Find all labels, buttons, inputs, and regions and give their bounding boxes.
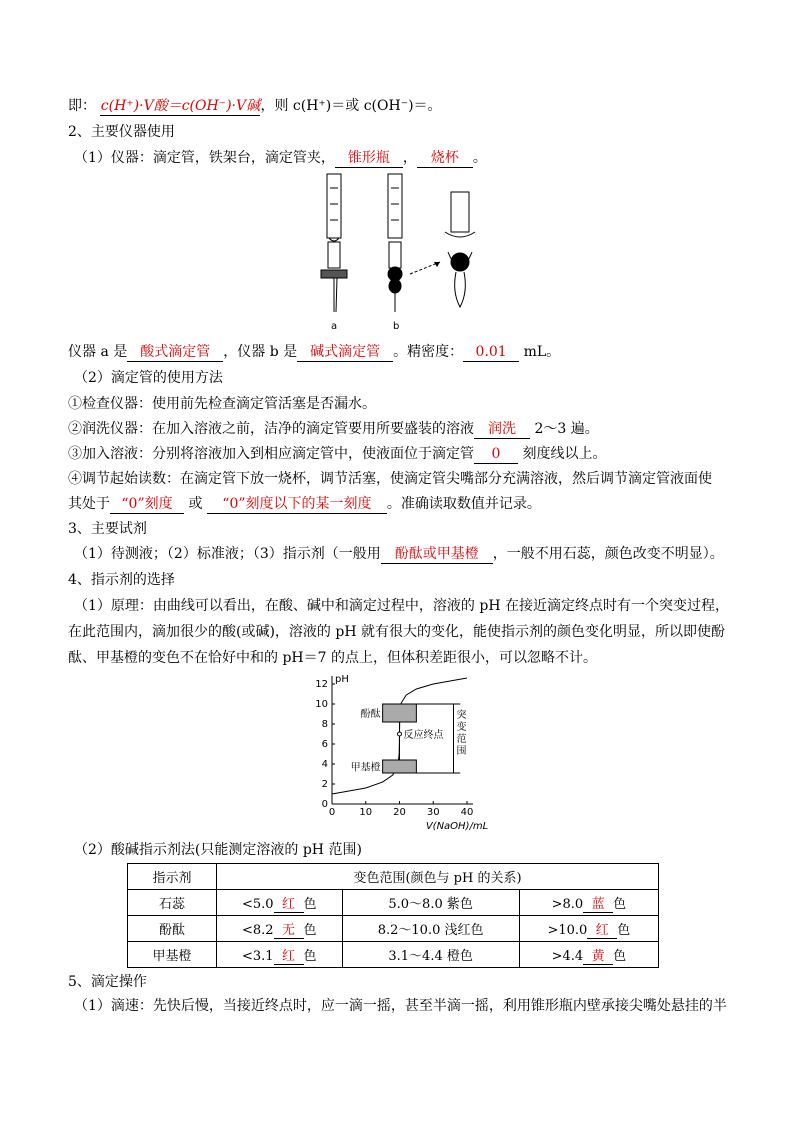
table-header-indicator: 指示剂 — [128, 864, 217, 890]
row-name: 酚酞 — [128, 916, 217, 942]
table-header-range: 变色范围(颜色与 pH 的关系) — [217, 864, 659, 890]
step-1: ①检查仪器：使用前先检查滴定管活塞是否漏水。 — [68, 396, 376, 412]
step-4-line-1: ④调节起始读数：在滴定管下放一烧杯，调节活塞，使滴定管尖嘴部分充满溶液，然后调节滴定管液面使 — [68, 471, 712, 487]
table-row: 甲基橙 <3.1 红 色 3.1～4.4 橙色 >4.4 黄 色 — [128, 942, 659, 968]
section-5-heading: 5、滴定操作 — [68, 974, 147, 990]
row-name: 甲基橙 — [128, 942, 217, 968]
formula-suffix: ，则 c(H⁺)＝或 c(OH⁻)＝。 — [260, 98, 442, 114]
usage-heading: （2）滴定管的使用方法 — [74, 370, 223, 386]
jump-range-label-char: 围 — [456, 746, 467, 757]
blank-acid-burette: 酸式滴定管 — [127, 344, 223, 362]
row-mid: 8.2～10.0 浅红色 — [342, 916, 519, 942]
x-tick-label: 40 — [460, 807, 474, 818]
x-tick-label: 30 — [426, 807, 440, 818]
formula-line — [68, 96, 442, 116]
burette-figure — [310, 172, 490, 332]
step-3: ③加入溶液：分别将溶液加入到相应滴定管中，使液面位于滴定管 0 刻度线以上。 — [68, 446, 607, 462]
row-mid: 3.1～4.4 橙色 — [342, 942, 519, 968]
row-mid: 5.0～8.0 紫色 — [342, 890, 519, 916]
blank-indicators: 酚酞或甲基橙 — [381, 546, 493, 564]
blank-below-zero: “0”刻度以下的某一刻度 — [207, 496, 387, 514]
row-name: 石蕊 — [128, 890, 217, 916]
table-title: （2）酸碱指示剂法(只能测定溶液的 pH 范围) — [74, 842, 362, 858]
y-tick-label: 8 — [321, 719, 328, 730]
y-tick-label: 0 — [321, 799, 328, 810]
x-tick-label: 10 — [359, 807, 373, 818]
cell-blank: 红 — [274, 945, 304, 965]
titration-speed-line: （1）滴速：先快后慢，当接近终点时，应一滴一摇，甚至半滴一摇，利用锥形瓶内壁承接尖嘴处悬挂的半 — [74, 998, 727, 1014]
blank-base-burette: 碱式滴定管 — [297, 344, 393, 362]
blank-beaker: 烧杯 — [417, 150, 473, 168]
band-label: 酚酞 — [360, 709, 381, 720]
principle-line-2: 在此范围内，滴加很少的酸(或碱)，溶液的 pH 就有很大的变化，能使指示剂的颜色变化明显，所以即使酚 — [68, 624, 725, 640]
section-4-heading: 4、指示剂的选择 — [68, 572, 175, 588]
burette-types-line: 仪器 a 是 酸式滴定管 ，仪器 b 是 碱式滴定管 。精密度： 0.01 mL。 — [68, 344, 561, 360]
figure-label-b: b — [393, 321, 400, 332]
figure-label-a: a — [331, 321, 338, 332]
x-tick-label: 20 — [393, 807, 406, 818]
y-tick-label: 12 — [315, 679, 328, 690]
formula-prefix: 即： — [68, 98, 96, 114]
principle-line-3: 酞、甲基橙的变色不在恰好中和的 pH＝7 的点上，但体积差距很小，可以忽略不计。 — [68, 650, 597, 666]
cell-blank: 黄 — [583, 945, 613, 965]
section-3-heading: 3、主要试剂 — [68, 521, 147, 537]
cell-blank: 红 — [587, 919, 617, 939]
blank-conical-flask: 锥形瓶 — [335, 150, 403, 168]
step-4-line-2: 其处于 “0”刻度 或 “0”刻度以下的某一刻度 。准确读取数值并记录。 — [68, 496, 541, 512]
y-tick-label: 2 — [321, 779, 328, 790]
y-tick-label: 6 — [321, 739, 328, 750]
equivalence-label: 反应终点 — [403, 730, 444, 741]
y-axis-label: pH — [335, 674, 349, 685]
base-burette — [388, 174, 402, 312]
table-row: 酚酞 <8.2 无 色 8.2～10.0 浅红色 >10.0 红 色 — [128, 916, 659, 942]
titration-curve-chart — [310, 672, 500, 832]
principle-line-1: （1）原理：由曲线可以看出，在酸、碱中和滴定过程中，溶液的 pH 在接近滴定终点时有一个突变过程， — [74, 598, 729, 614]
band-label: 甲基橙 — [350, 762, 381, 774]
cell-blank: 红 — [274, 893, 304, 913]
instrument-line: （1）仪器：滴定管，铁架台，滴定管夹， 锥形瓶 ， 烧杯 。 — [74, 150, 487, 166]
jump-range-label-char: 变 — [456, 722, 467, 733]
jump-range-label-char: 突 — [456, 710, 467, 721]
section-2-heading: 2、主要仪器使用 — [68, 124, 175, 140]
cell-blank: 蓝 — [583, 893, 613, 913]
blank-precision: 0.01 — [463, 344, 519, 362]
instrument-text: （1）仪器：滴定管，铁架台，滴定管夹， — [74, 150, 335, 166]
y-tick-label: 10 — [315, 699, 328, 710]
cell-blank: 无 — [274, 919, 304, 939]
acid-burette — [321, 174, 347, 312]
blank-rinse: 润洗 — [474, 421, 530, 439]
x-tick-label: 0 — [328, 807, 336, 818]
blank-zero: 0 — [474, 446, 518, 464]
reagents-line: （1）待测液；（2）标准液；（3）指示剂（一般用 酚酞或甲基橙 ，一般不用石蕊，颜色改变不明显）。 — [74, 546, 724, 562]
y-tick-label: 4 — [321, 759, 328, 770]
table-row: 石蕊 <5.0 红 色 5.0～8.0 紫色 >8.0 蓝 色 — [128, 890, 659, 916]
blank-zero-mark: “0”刻度 — [110, 496, 184, 514]
jump-range-label-char: 范 — [456, 734, 467, 745]
equivalence-point — [398, 732, 402, 736]
indicator-band — [383, 704, 417, 722]
indicator-table — [127, 863, 659, 968]
tip-detail — [445, 192, 475, 307]
step-2: ②润洗仪器：在加入溶液之前，洁净的滴定管要用所要盛装的溶液 润洗 2～3 遍。 — [68, 421, 599, 437]
x-axis-label: V(NaOH)/mL — [425, 821, 489, 832]
indicator-band — [383, 760, 417, 773]
formula-blank: c(H⁺)·V酸＝c(OH⁻)·V碱 — [100, 98, 261, 114]
